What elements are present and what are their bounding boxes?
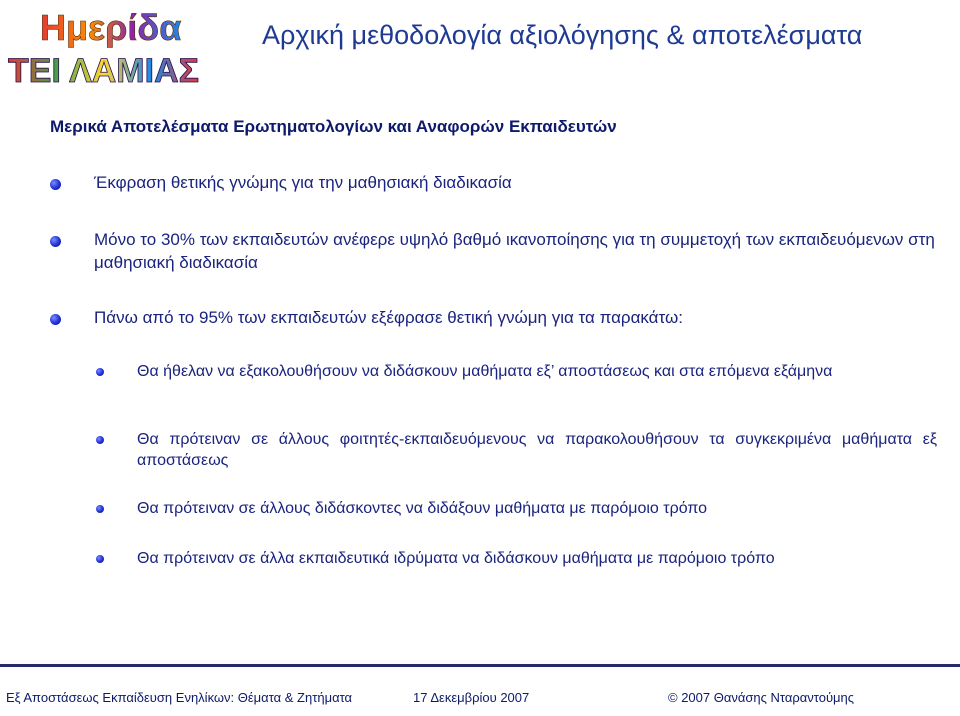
bullet-icon [50,236,61,247]
sub-bullet-item: Θα ήθελαν να εξακολουθήσουν να διδάσκουν μαθήματα εξ’ αποστάσεως και στα επόμενα εξάμηνα [137,363,833,380]
sub-bullet-item: Θα πρότειναν σε άλλα εκπαιδευτικά ιδρύματα να διδάσκουν μαθήματα με παρόμοιο τρόπο [137,550,775,567]
section-heading: Μερικά Αποτελέσματα Ερωτηματολογίων και Αναφορών Εκπαιδευτών [50,117,617,136]
bullet-icon [50,179,61,190]
sub-bullet-item: Θα πρότειναν σε άλλους φοιτητές-εκπαιδευόμενους να παρακολουθήσουν τα συγκεκριμένα μαθήματα εξ αποστάσεως [137,431,937,469]
footer-divider [0,664,960,667]
footer-event-title: Εξ Αποστάσεως Εκπαίδευση Ενηλίκων: Θέματα & Ζητήματα [6,690,353,705]
logo-line-1: Ημερίδα [40,7,182,48]
sub-bullet-item: Θα πρότειναν σε άλλους διδάσκοντες να διδάξουν μαθήματα με παρόμοιο τρόπο [137,500,708,517]
sub-bullet-icon [96,555,104,563]
bullet-icon [50,314,61,325]
logo-line-2: ΤΕΙ ΛΑΜΙΑΣ [8,52,200,90]
bullet-item: Πάνω από το 95% των εκπαιδευτών εξέφρασε θετική γνώμη για τα παρακάτω: [94,308,683,327]
bullet-item: Έκφραση θετικής γνώμης για την μαθησιακή διαδικασία [94,173,512,192]
footer-date: 17 Δεκεμβρίου 2007 [413,690,530,705]
page-title: Αρχική μεθοδολογία αξιολόγησης & αποτελέσματα [262,20,863,50]
footer-copyright: © 2007 Θανάσης Νταραντούμης [668,690,855,705]
sub-bullet-icon [96,368,104,376]
sub-bullet-icon [96,505,104,513]
sub-bullet-icon [96,436,104,444]
bullet-item: Μόνο το 30% των εκπαιδευτών ανέφερε υψηλό βαθμό ικανοποίησης για τη συμμετοχή των εκπαιδευόμενων στη μαθησιακή διαδικασία [94,230,935,272]
event-logo [6,4,256,90]
